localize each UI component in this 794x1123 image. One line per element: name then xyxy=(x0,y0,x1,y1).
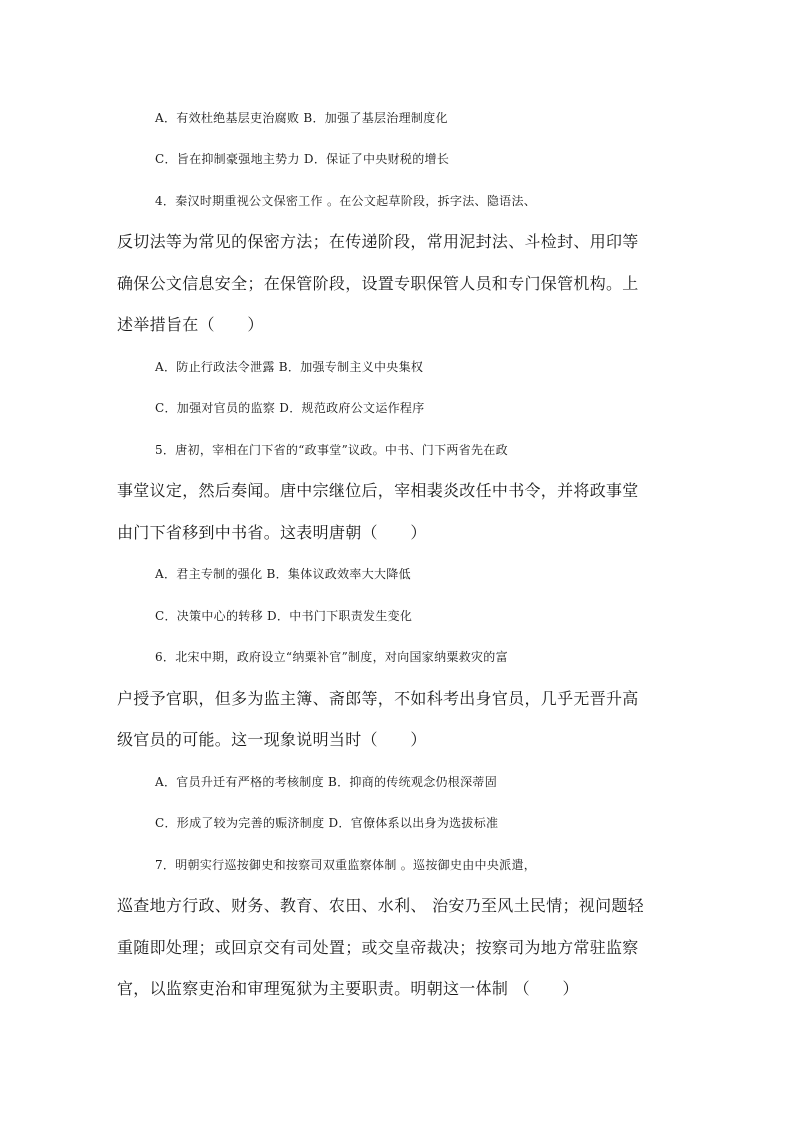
q4-stem-line-4: 述举措旨在（ ） xyxy=(117,315,264,334)
q5-stem-line-3: 由门下省移到中书省。这表明唐朝（ ） xyxy=(117,523,427,542)
q4-stem-line-1: 4．秦汉时期重视公文保密工作 。在公文起草阶段，拆字法、隐语法、 xyxy=(155,194,537,208)
q4-option-row-1: A．防止行政法令泄露 B．加强专制主义中央集权 xyxy=(155,360,424,374)
q5-stem-line-2: 事堂议定，然后奏闻。唐中宗继位后，宰相裴炎改任中书令，并将政事堂 xyxy=(117,481,639,500)
q3-option-row-1: A．有效杜绝基层吏治腐败 B．加强了基层治理制度化 xyxy=(155,111,448,125)
q4-stem-line-3: 确保公文信息安全；在保管阶段，设置专职保管人员和专门保管机构。上 xyxy=(117,274,639,293)
q6-stem-line-3: 级官员的可能。这一现象说明当时（ ） xyxy=(117,730,427,749)
q6-option-row-1: A．官员升迁有严格的考核制度 B．抑商的传统观念仍根深蒂固 xyxy=(155,775,498,789)
q7-stem-line-1: 7．明朝实行巡按御史和按察司双重监察体制 。巡按御史由中央派遣， xyxy=(155,858,537,872)
q5-option-row-2: C．决策中心的转移 D．中书门下职责发生变化 xyxy=(155,609,413,623)
q3-option-row-2: C．旨在抑制豪强地主势力 D．保证了中央财税的增长 xyxy=(155,152,450,166)
q7-stem-line-3: 重随即处理；或回京交有司处置；或交皇帝裁决；按察司为地方常驻监察 xyxy=(117,938,639,957)
q7-stem-line-2: 巡查地方行政、财务、教育、农田、水利、 治安乃至风土民情；视问题轻 xyxy=(117,896,644,915)
q7-stem-line-4: 官，以监察吏治和审理冤狱为主要职责。明朝这一体制 （ ） xyxy=(117,979,579,998)
q6-stem-line-2: 户授予官职，但多为监主簿、斋郎等，不如科考出身官员，几乎无晋升高 xyxy=(117,689,639,708)
q4-option-row-2: C．加强对官员的监察 D．规范政府公文运作程序 xyxy=(155,401,425,415)
q6-stem-line-1: 6．北宋中期，政府设立“纳粟补官”制度，对向国家纳粟救灾的富 xyxy=(155,650,508,664)
q6-option-row-2: C．形成了较为完善的赈济制度 D．官僚体系以出身为选拔标准 xyxy=(155,816,499,830)
q5-option-row-1: A．君主专制的强化 B．集体议政效率大大降低 xyxy=(155,567,411,581)
q4-stem-line-2: 反切法等为常见的保密方法；在传递阶段，常用泥封法、斗检封、用印等 xyxy=(117,232,639,251)
q5-stem-line-1: 5．唐初，宰相在门下省的“政事堂”议政。中书、门下两省先在政 xyxy=(155,443,508,457)
